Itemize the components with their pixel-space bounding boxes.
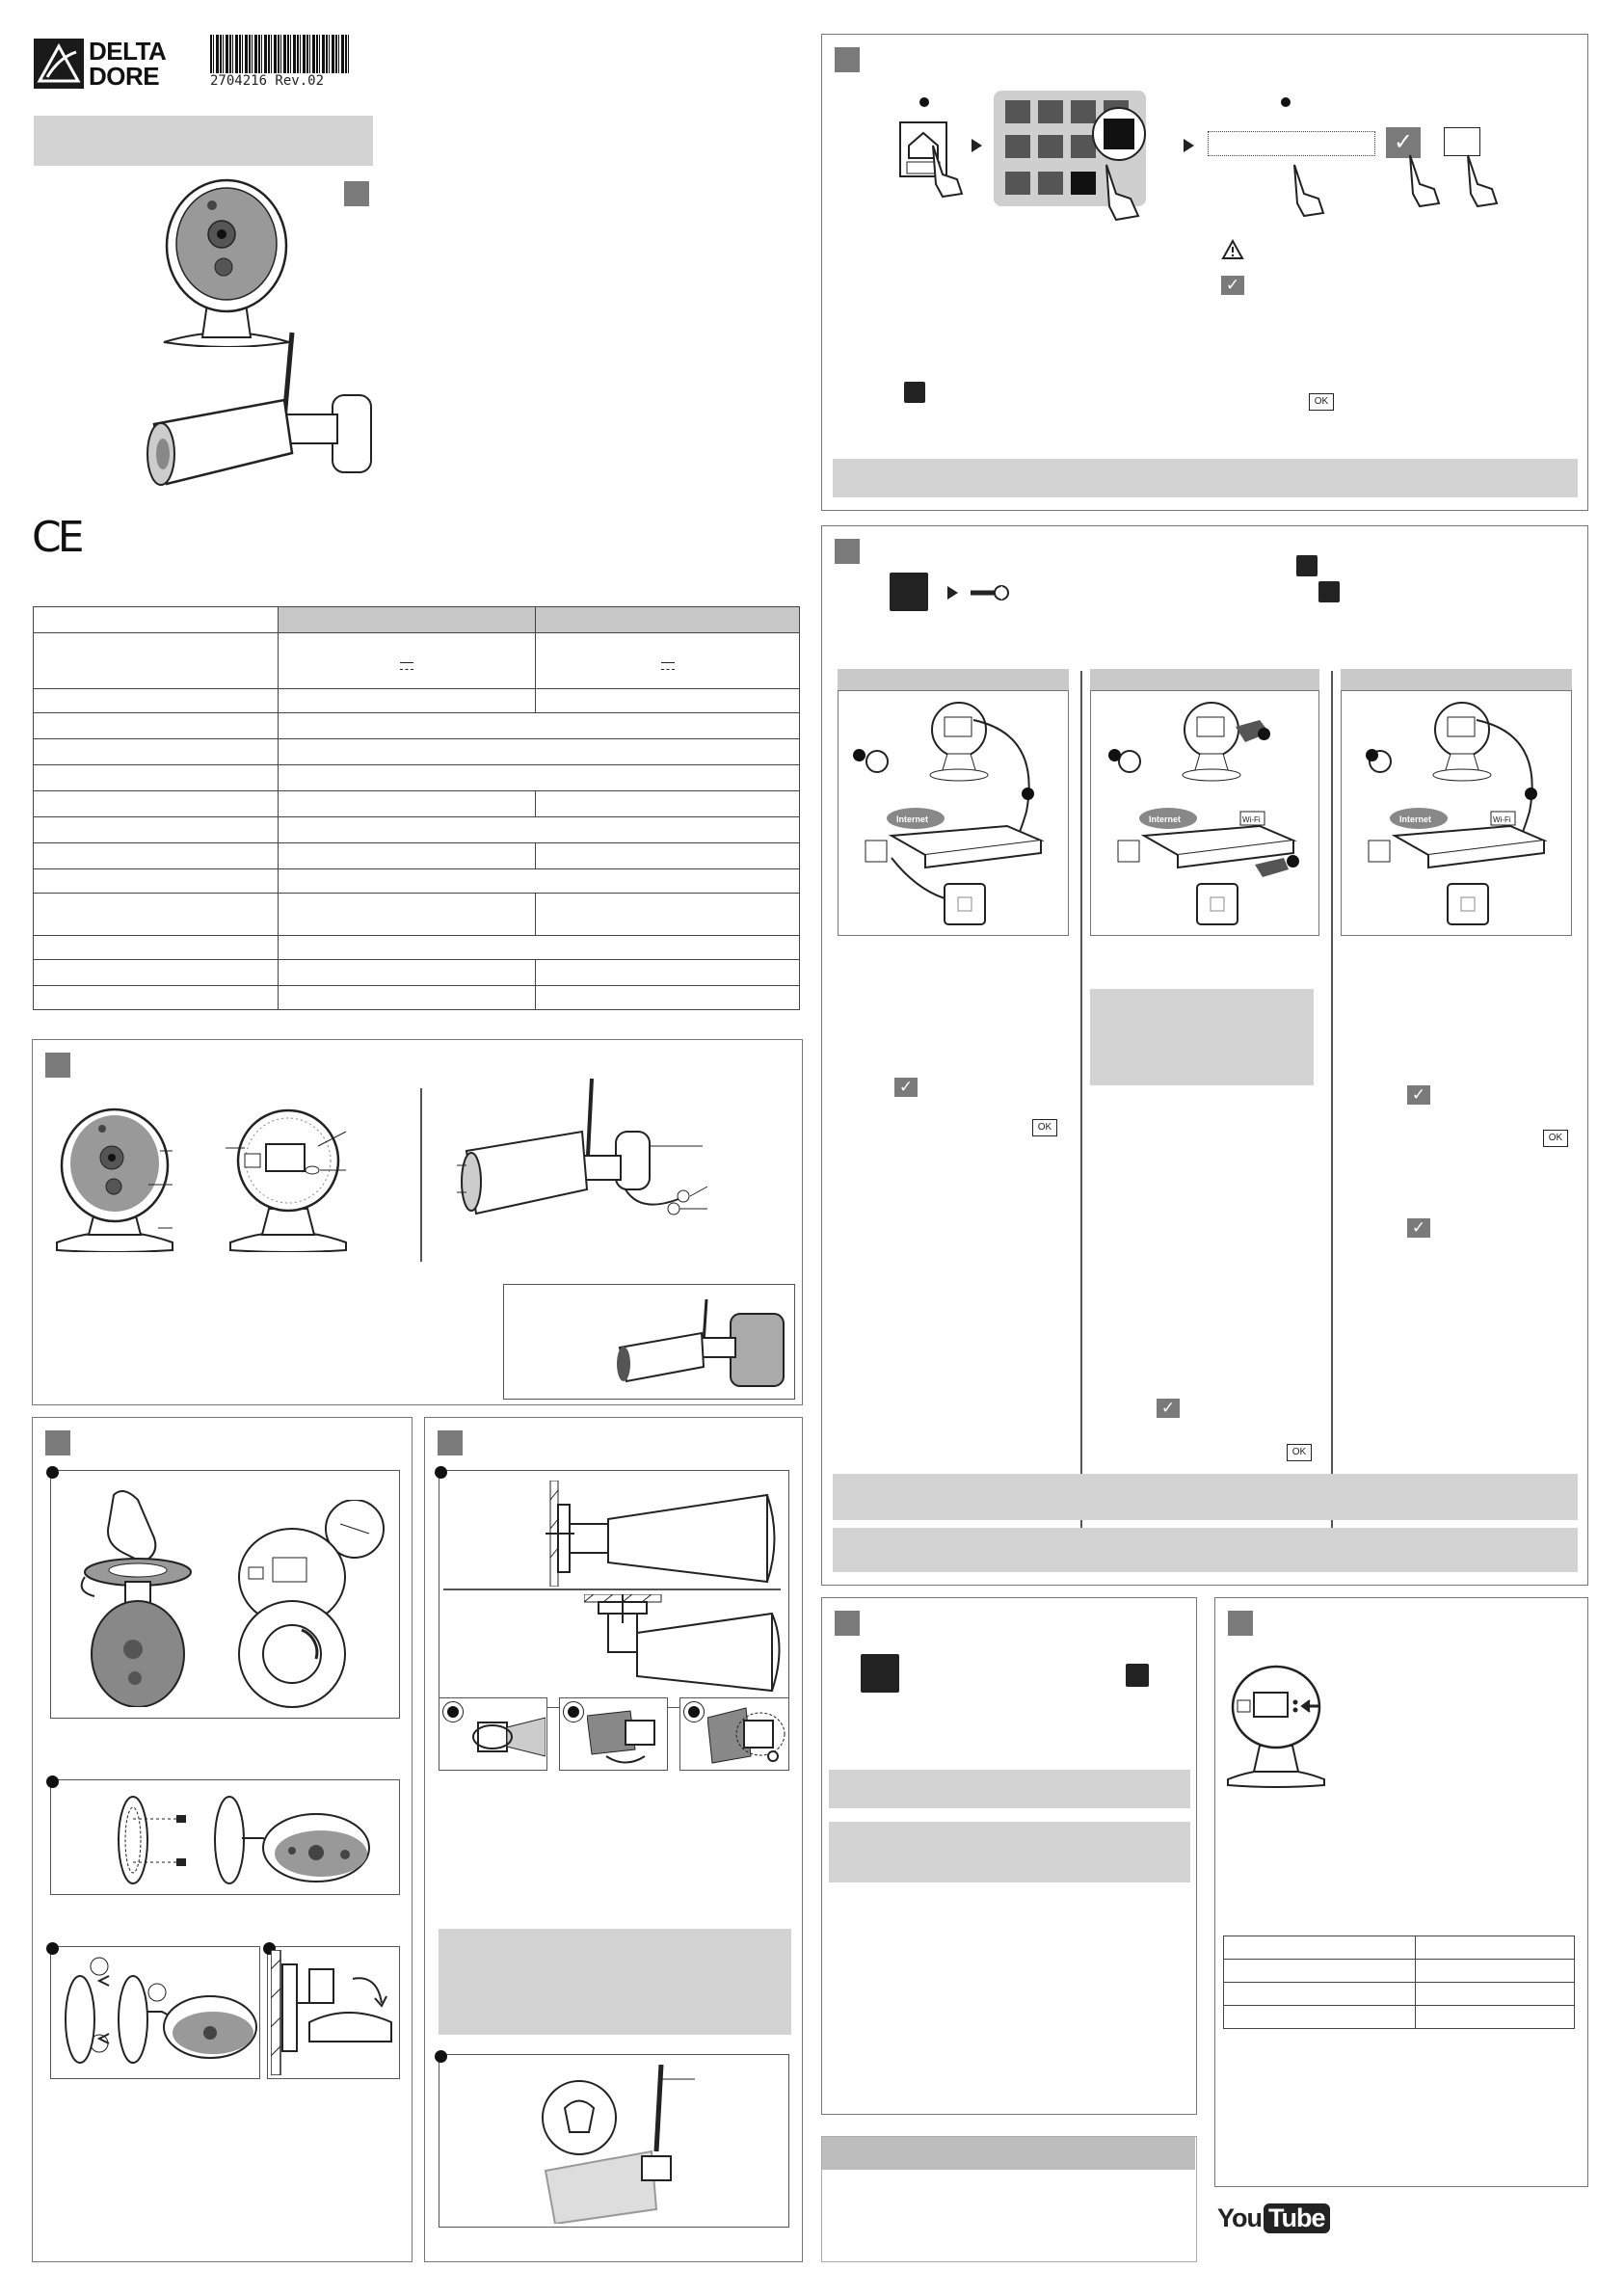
warning-icon (1221, 239, 1244, 260)
logo-emblem-icon (34, 39, 84, 89)
dc-symbol-icon (661, 662, 675, 670)
check-icon: ✓ (1157, 1399, 1180, 1418)
play-arrow-icon (972, 139, 982, 152)
option-3-header (1341, 669, 1572, 690)
internet-label: Internet (1149, 814, 1182, 824)
step-3-frame (50, 1946, 260, 2079)
camera-icon (904, 382, 925, 403)
youtube-logo[interactable] (1217, 2203, 1330, 2234)
tilt-diagram (587, 1706, 664, 1769)
option-2-header (1090, 669, 1319, 690)
hand-icon (928, 141, 967, 199)
hand-icon (1102, 160, 1145, 223)
option-3-diagram (1341, 690, 1572, 936)
pairing-note-bar (833, 459, 1578, 497)
ceiling-mount-diagram (584, 1594, 786, 1700)
step-dot (1287, 855, 1299, 868)
section-square (438, 1430, 463, 1455)
ok-button[interactable]: OK (1543, 1130, 1568, 1147)
step-dot-large (563, 1701, 584, 1722)
hand-icon (1405, 150, 1444, 208)
outdoor-mount-inset (503, 1284, 795, 1400)
section-square (45, 1053, 70, 1078)
step-4-frame (267, 1946, 400, 2079)
indoor-camera-front (52, 1108, 177, 1252)
rotate-diagram (468, 1708, 546, 1766)
outdoor-camera-illustration (140, 328, 390, 501)
check-icon: ✓ (1407, 1218, 1430, 1238)
section-square (835, 47, 860, 72)
title-bar (34, 116, 373, 166)
antenna-install (536, 2065, 729, 2224)
camera-icon (1296, 555, 1318, 576)
step-dot (1022, 788, 1034, 800)
column-divider (1331, 671, 1333, 1567)
step-dot (853, 749, 865, 761)
ok-button[interactable]: OK (1032, 1119, 1057, 1136)
step-dot (435, 1466, 447, 1479)
indoor-camera-back (226, 1108, 351, 1252)
delta-dore-logo (34, 37, 178, 91)
option-2-note (1090, 989, 1314, 1085)
confirm-check-button[interactable]: ✓ (1386, 127, 1421, 158)
check-icon: ✓ (1407, 1085, 1430, 1105)
outdoor-camera-side (457, 1079, 746, 1223)
step-dot (435, 2050, 447, 2063)
play-arrow-icon (1184, 139, 1194, 152)
ethernet-setup-diagram (848, 696, 1065, 932)
camera-icon (1126, 1664, 1149, 1687)
lock-diagram (707, 1703, 786, 1769)
wifi-label: Wi-Fi (1493, 815, 1511, 824)
step-dot (46, 1466, 59, 1479)
section-square (835, 539, 860, 564)
network-note-bar-1 (833, 1474, 1578, 1520)
adjust-step-b (559, 1697, 668, 1771)
youtube-tube: Tube (1264, 2203, 1330, 2233)
section-square (1228, 1611, 1253, 1636)
barcode (210, 35, 350, 73)
check-icon: ✓ (1221, 276, 1244, 295)
outdoor-step-1-frame (439, 1470, 789, 1708)
column-divider (1080, 671, 1082, 1567)
internet-label: Internet (896, 814, 929, 824)
outdoor-note-panel (439, 1929, 791, 2035)
specification-table (33, 606, 800, 1010)
wrench-icon-box (1318, 581, 1340, 602)
section-square (835, 1611, 860, 1636)
step-dot (1258, 728, 1270, 740)
section-square (344, 181, 369, 206)
app-pairing-panel (821, 34, 1588, 511)
brand-line2: DORE (89, 62, 160, 91)
hand-icon (1290, 160, 1328, 218)
outdoor-mounting-panel (424, 1417, 803, 2262)
section-square (45, 1430, 70, 1455)
step-dot-large (442, 1701, 464, 1722)
name-input-field[interactable] (1208, 131, 1375, 156)
settings-note-1 (829, 1770, 1190, 1808)
camera-app-icon (861, 1654, 899, 1693)
step-dot (1525, 788, 1537, 800)
ok-button[interactable]: OK (1287, 1444, 1312, 1461)
step-dot (1281, 97, 1291, 107)
ok-button[interactable]: OK (1309, 393, 1334, 411)
camera-settings-panel (821, 1597, 1197, 2115)
indoor-camera-illustration (154, 178, 299, 347)
divider (443, 1589, 781, 1590)
hand-icon (1463, 150, 1502, 208)
camera-app-icon-zoom (1092, 107, 1146, 161)
step-1-frame (50, 1470, 400, 1719)
camera-back-bracket (234, 1500, 393, 1712)
brand-line1: DELTA (89, 37, 167, 66)
adjust-step-c (679, 1697, 789, 1771)
step-dot (1366, 749, 1378, 761)
led-status-table (1223, 1936, 1575, 2029)
internet-label: Internet (1399, 814, 1432, 824)
check-icon: ✓ (894, 1078, 918, 1097)
product-description-panel (32, 1039, 803, 1405)
adjust-step-a (439, 1697, 547, 1771)
option-2-diagram (1090, 690, 1319, 936)
step-2-frame (50, 1779, 400, 1895)
camera-app-icon (890, 573, 928, 611)
support-panel (821, 2136, 1197, 2262)
wall-install (271, 1950, 396, 2075)
camera-back-led (1223, 1664, 1329, 1789)
divider (420, 1088, 422, 1262)
option-1-diagram (838, 690, 1069, 936)
dc-symbol-icon (400, 662, 413, 670)
wrench-icon (969, 582, 1009, 603)
step-dot-large (683, 1701, 705, 1722)
play-arrow-icon (947, 586, 958, 600)
antenna-step-frame (439, 2054, 789, 2228)
network-note-bar-2 (833, 1528, 1578, 1572)
step-dot (1108, 749, 1121, 761)
youtube-you: You (1217, 2203, 1262, 2232)
doc-reference: 2704216 Rev.02 (210, 73, 325, 89)
network-connection-panel (821, 525, 1588, 1586)
led-status-panel (1214, 1597, 1588, 2187)
bracket-screws (109, 1790, 388, 1891)
outdoor-camera-wall (615, 1299, 788, 1396)
hand-unscrew-base (66, 1485, 210, 1707)
bracket-align (56, 1952, 258, 2077)
wifi-label: Wi-Fi (1242, 815, 1261, 824)
wifi-manual-diagram (1351, 696, 1568, 932)
wifi-wps-diagram (1101, 696, 1318, 932)
ce-mark: CE (32, 513, 81, 562)
step-dot (46, 1775, 59, 1788)
option-1-header (838, 669, 1069, 690)
wall-mount-diagram (546, 1481, 786, 1587)
indoor-mounting-panel (32, 1417, 413, 2262)
support-header (822, 2137, 1195, 2170)
settings-note-2 (829, 1822, 1190, 1882)
step-dot (919, 97, 929, 107)
